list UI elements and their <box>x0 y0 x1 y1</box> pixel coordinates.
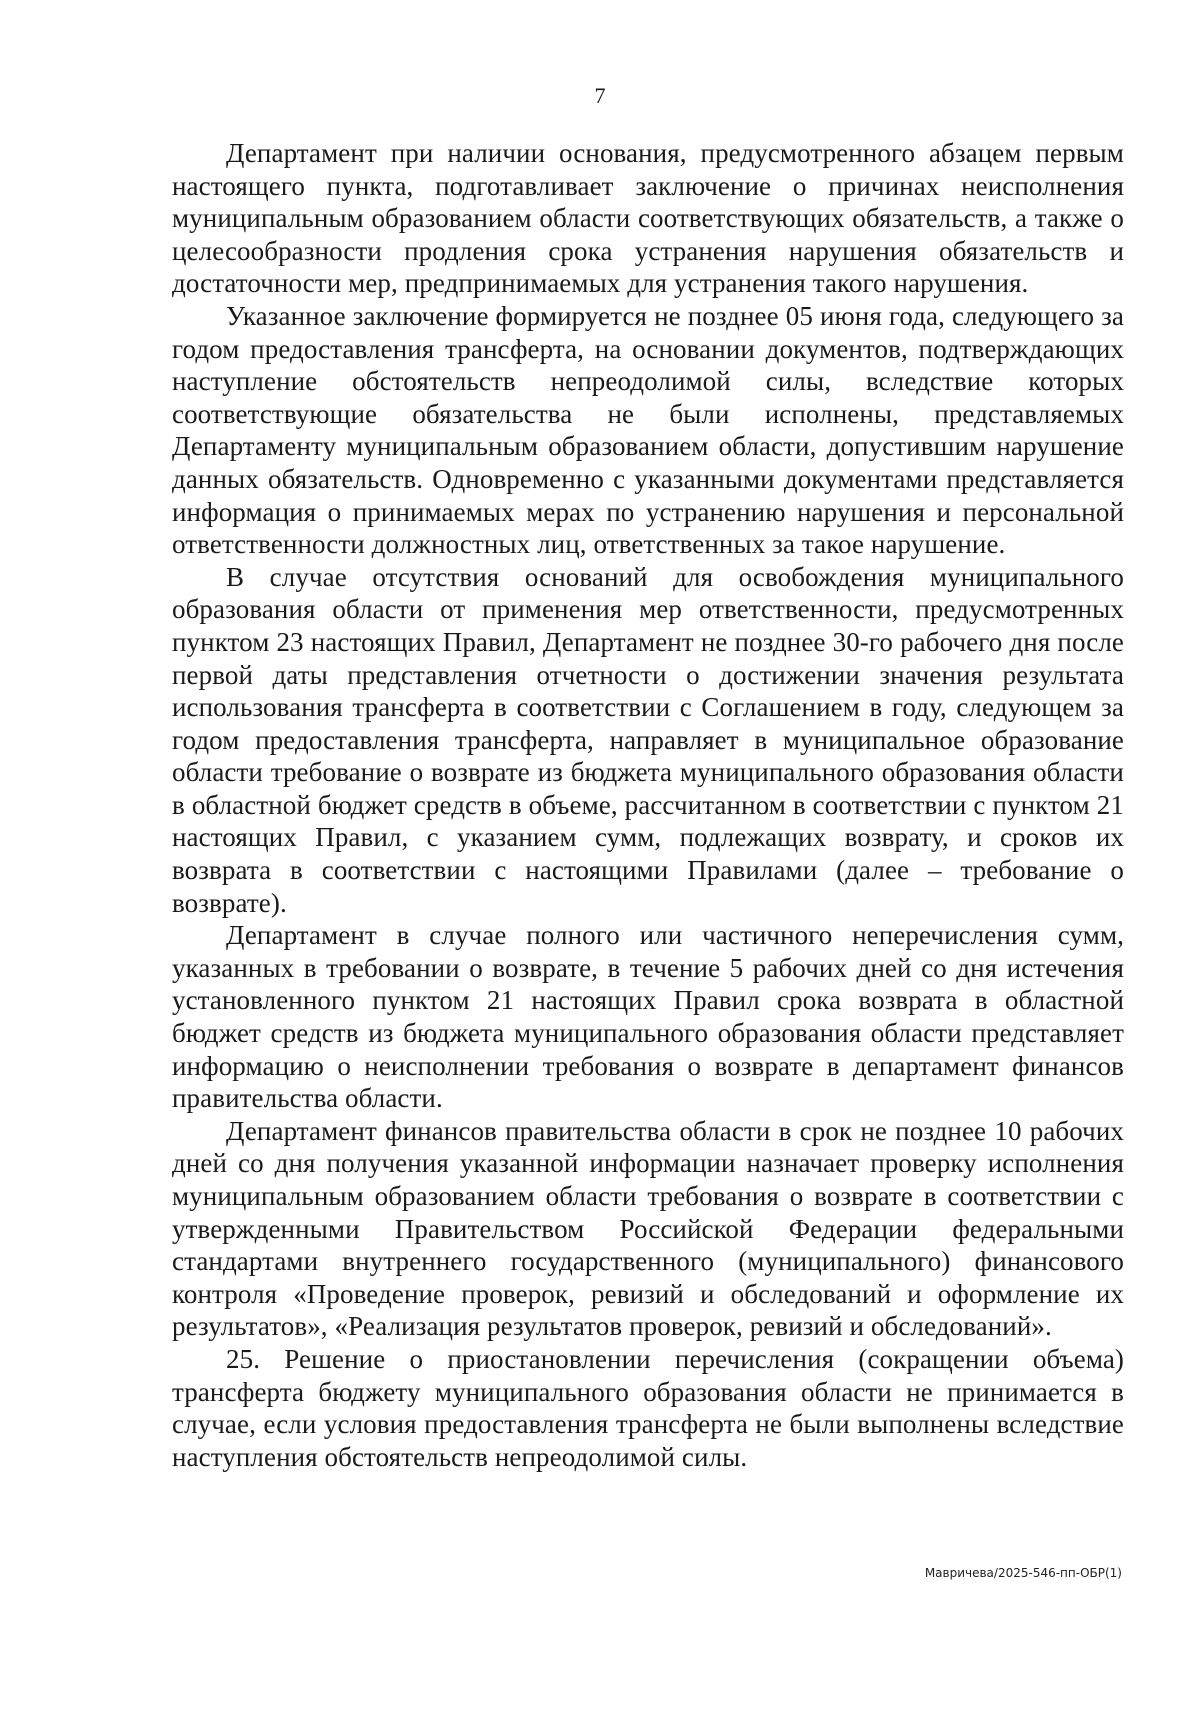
document-body <box>172 137 1124 1473</box>
paragraph-finance-inspection: Департамент финансов правительства области в срок не позднее 10 рабочих дней со дня получения указанной информации назначает проверку исполнения муниципальным образованием области требования о возврате в соответствии с утвержденными Правительством Российской Федерации федеральными стандартами внутреннего государственного (муниципального) финансового контроля «Проведение проверок, ревизий и обследований и оформление их результатов», «Реализация результатов проверок, ревизий и обследований». <box>172 1115 1124 1342</box>
paragraph-department-conclusion: Департамент при наличии основания, предусмотренного абзацем первым настоящего пункта, подготавливает заключение о причинах неисполнения муниципальным образованием области соответствующих обязательств, а также о целесообразности продления срока устранения нарушения обязательств и достаточности мер, предпринимаемых для устранения такого нарушения. <box>172 138 1124 299</box>
page-number: 7 <box>594 83 606 108</box>
paragraph-item-25: 25. Решение о приостановлении перечисления (сокращении объема) трансферта бюджету муниципального образования области не принимается в случае, если условия предоставления трансферта не были выполнены вследствие наступления обстоятельств непреодолимой силы. <box>172 1343 1124 1472</box>
document-reference-code: Мавричева/2025-546-пп-ОБР(1) <box>924 1566 1122 1580</box>
paragraph-conclusion-deadline: Указанное заключение формируется не позднее 05 июня года, следующего за годом предоставления трансферта, на основании документов, подтверждающих наступление обстоятельств непреодолимой силы, вследствие которых соответствующие обязательства не были исполнены, представляемых Департаменту муниципальным образованием области, допустившим нарушение данных обязательств. Одновременно с указанными документами представляется информация о принимаемых мерах по устранению нарушения и персональной ответственности должностных лиц, ответственных за такое нарушение. <box>172 300 1124 560</box>
paragraph-return-requirement: В случае отсутствия оснований для освобождения муниципального образования области от применения мер ответственности, предусмотренных пунктом 23 настоящих Правил, Департамент не позднее 30-го рабочего дня после первой даты представления отчетности о достижении значения результата использования трансферта в соответствии с Соглашением в году, следующем за годом предоставления трансферта, направляет в муниципальное образование области требование о возврате из бюджета муниципального образования области в областной бюджет средств в объеме, рассчитанном в соответствии с пунктом 21 настоящих Правил, с указанием сумм, подлежащих возврату, и сроков их возврата в соответствии с настоящими Правилами (далее – требование о возврате). <box>172 561 1124 918</box>
paragraph-non-transfer-info: Департамент в случае полного или частичного неперечисления сумм, указанных в требовании о возврате, в течение 5 рабочих дней со дня истечения установленного пунктом 21 настоящих Правил срока возврата в областной бюджет средств из бюджета муниципального образования области представляет информацию о неисполнении требования о возврате в департамент финансов правительства области. <box>172 920 1124 1114</box>
